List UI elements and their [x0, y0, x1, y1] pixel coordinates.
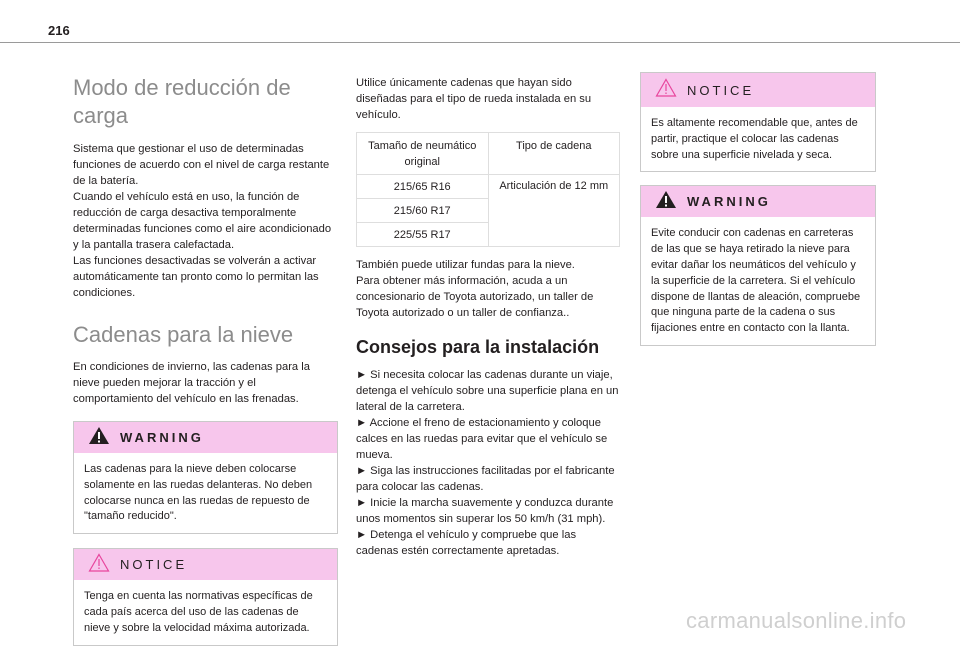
- chains-intro: Utilice únicamente cadenas que hayan sido diseñadas para el tipo de rueda instalada en su vehículo.: [356, 77, 592, 121]
- warning-title: WARNING: [120, 430, 204, 445]
- warning-header-2: [641, 186, 875, 217]
- load-reduction-paragraph-2: Cuando el vehículo está en uso, la función de reducción de carga desactiva temporalmente determinadas funciones como el aire acondicionado y la pantalla trasera calefactada.: [73, 191, 332, 251]
- section-title-snow-chains: Cadenas para la nieve: [73, 322, 294, 347]
- warning-title-2: WARNING: [687, 194, 771, 210]
- warning-text-2: Evite conducir con cadenas en carreteras de las que se haya retirado la nieve para evitar dañar los neumáticos del vehículo y la superficie de la carretera. Si el vehículo dispone de llantas de aleación, compruebe que ninguna parte de la cadena o sus fijaciones entre en contacto con la llanta.: [651, 227, 861, 335]
- notice-title: NOTICE: [120, 557, 188, 573]
- install-step-5: ► Detenga el vehículo y compruebe que las cadenas estén correctamente apretadas.: [356, 529, 577, 557]
- warning-box: [73, 421, 338, 534]
- notice-header-2: [641, 73, 875, 107]
- dealer-info-text: Para obtener más información, acuda a un concesionario de Toyota autorizado, un taller de Toyota autorizado o un taller de confianza..: [356, 275, 594, 319]
- notice-title-2: NOTICE: [687, 82, 755, 98]
- page-number: 216: [48, 23, 70, 38]
- load-reduction-paragraph-3: Las funciones desactivadas se volverán a activar automáticamente tan pronto como lo permitan las condiciones.: [73, 255, 319, 299]
- notice-header: [74, 549, 337, 580]
- install-step-4: ► Inicie la marcha suavemente y conduzca durante unos momentos sin superar los 50 km/h (31 mph).: [356, 497, 614, 525]
- table-cell-size-2: 215/60 R17: [357, 199, 489, 223]
- snow-socks-text: También puede utilizar fundas para la nieve.: [356, 259, 575, 271]
- tire-chain-table: [356, 132, 620, 247]
- notice-text: Tenga en cuenta las normativas específicas de cada país acerca del uso de las cadenas de nieve y sobre la velocidad máxima autorizada.: [84, 590, 313, 634]
- table-cell-chain-type: Articulación de 12 mm: [488, 175, 620, 247]
- column-2: [356, 75, 620, 559]
- notice-triangle-icon: [655, 78, 677, 102]
- install-tips-title: Consejos para la instalación: [356, 337, 600, 357]
- notice-box-2: [640, 72, 876, 172]
- table-cell-size-3: 225/55 R17: [357, 223, 489, 247]
- warning-header: [74, 422, 337, 453]
- load-reduction-paragraph-1: Sistema que gestionar el uso de determinadas funciones de acuerdo con el nivel de carga restante de la batería.: [73, 143, 330, 187]
- warning-text: Las cadenas para la nieve deben colocarse solamente en las ruedas delanteras. No deben colocarse nunca en las ruedas de repuesto de "tamaño reducido".: [84, 463, 313, 523]
- install-step-1: ► Si necesita colocar las cadenas durante un viaje, detenga el vehículo sobre una superficie plana en un lateral de la carretera.: [356, 369, 619, 413]
- warning-triangle-icon: [655, 190, 677, 214]
- table-header-tire-size: Tamaño de neumático original: [357, 133, 489, 175]
- snow-chains-paragraph: En condiciones de invierno, las cadenas para la nieve pueden mejorar la tracción y el comportamiento del vehículo en las frenadas.: [73, 361, 310, 405]
- notice-text-2: Es altamente recomendable que, antes de partir, practique el colocar las cadenas sobre una superficie nivelada y seca.: [651, 117, 858, 161]
- section-title-load-reduction: Modo de reducción de carga: [73, 75, 291, 128]
- table-cell-size-1: 215/65 R16: [357, 175, 489, 199]
- notice-triangle-icon: [88, 553, 110, 577]
- notice-box: [73, 548, 338, 645]
- watermark: carmanualsonline.info: [686, 608, 907, 633]
- table-header-chain-type: Tipo de cadena: [488, 133, 620, 175]
- warning-box-2: [640, 185, 876, 346]
- warning-triangle-icon: [88, 426, 110, 450]
- install-step-3: ► Siga las instrucciones facilitadas por el fabricante para colocar las cadenas.: [356, 465, 615, 493]
- header-rule: [0, 42, 960, 43]
- install-step-2: ► Accione el freno de estacionamiento y coloque calces en las ruedas para evitar que el vehículo se mueva.: [356, 417, 608, 461]
- column-1: [73, 60, 338, 646]
- column-3: [640, 72, 876, 346]
